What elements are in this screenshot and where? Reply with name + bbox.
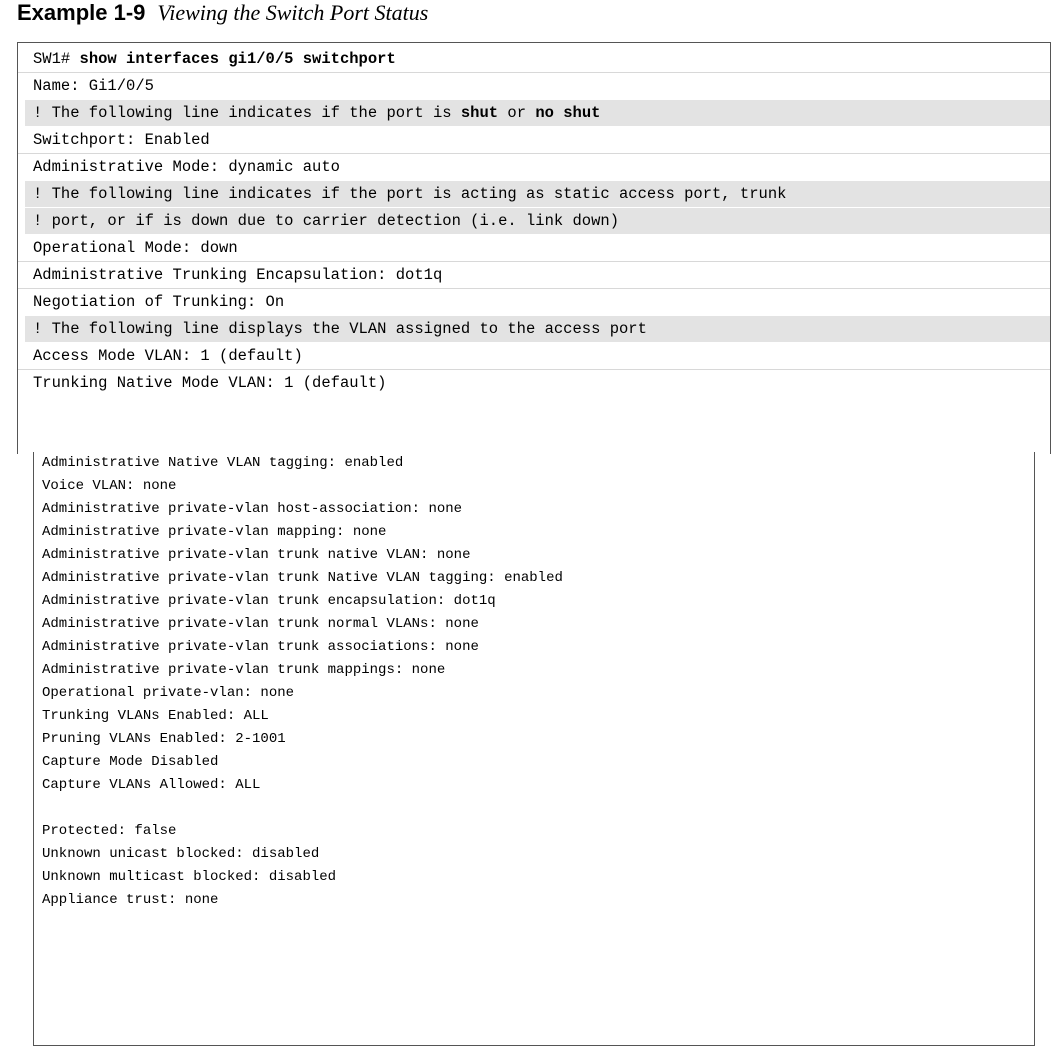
cli-output-line: Capture VLANs Allowed: ALL [42, 777, 261, 793]
cli-comment-line: ! The following line indicates if the port is shut or no shut [25, 100, 1050, 126]
example-caption [17, 0, 428, 34]
cli-output-line: Name: Gi1/0/5 [33, 77, 154, 95]
cli-output-line: Trunking VLANs Enabled: ALL [42, 708, 269, 724]
cli-comment-line: ! The following line displays the VLAN assigned to the access port [25, 316, 1050, 342]
cli-output-line: Access Mode VLAN: 1 (default) [33, 347, 303, 365]
cli-output-block-2 [33, 452, 1035, 1046]
cli-comment-line: ! port, or if is down due to carrier detection (i.e. link down) [25, 208, 1050, 234]
cli-output-line: Unknown multicast blocked: disabled [42, 869, 337, 885]
cli-output-line: Negotiation of Trunking: On [33, 293, 285, 311]
cli-output-line: Administrative private-vlan trunk associations: none [42, 639, 479, 655]
cli-output-line: Operational Mode: down [33, 239, 238, 257]
cli-prompt: SW1# [33, 50, 80, 68]
cli-output-line: Administrative Mode: dynamic auto [33, 158, 340, 176]
cli-command-line [25, 46, 1050, 72]
cli-output-line: Administrative private-vlan host-association: none [42, 501, 463, 517]
cli-output-line: Unknown unicast blocked: disabled [42, 846, 320, 862]
cli-output-line: Capture Mode Disabled [42, 754, 219, 770]
cli-command: show interfaces gi1/0/5 switchport [79, 50, 396, 68]
cli-output-line: Administrative private-vlan trunk encapsulation: dot1q [42, 593, 496, 609]
cli-output-line: Protected: false [42, 823, 177, 839]
cli-output-block-1 [17, 42, 1051, 454]
cli-output-line: Operational private-vlan: none [42, 685, 295, 701]
cli-comment-line: ! The following line indicates if the port is acting as static access port, trunk [25, 181, 1050, 207]
example-title: Viewing the Switch Port Status [157, 0, 429, 25]
example-number: Example 1-9 [17, 0, 146, 25]
cli-output-line: Administrative private-vlan trunk mappings: none [42, 662, 446, 678]
cli-output-line: Administrative private-vlan trunk native VLAN: none [42, 547, 471, 563]
cli-output-line: Appliance trust: none [42, 892, 219, 908]
cli-output-line: Voice VLAN: none [42, 478, 177, 494]
cli-output-line: Administrative Trunking Encapsulation: dot1q [33, 266, 443, 284]
cli-output-line: Pruning VLANs Enabled: 2-1001 [42, 731, 286, 747]
cli-output-line: Trunking Native Mode VLAN: 1 (default) [33, 374, 387, 392]
cli-output-line: Administrative private-vlan trunk normal VLANs: none [42, 616, 479, 632]
cli-output-line: Administrative private-vlan trunk Native VLAN tagging: enabled [42, 570, 563, 586]
cli-output-line: Administrative private-vlan mapping: none [42, 524, 387, 540]
cli-output-line: Switchport: Enabled [33, 131, 210, 149]
cli-output-line: Administrative Native VLAN tagging: enabled [42, 455, 404, 471]
